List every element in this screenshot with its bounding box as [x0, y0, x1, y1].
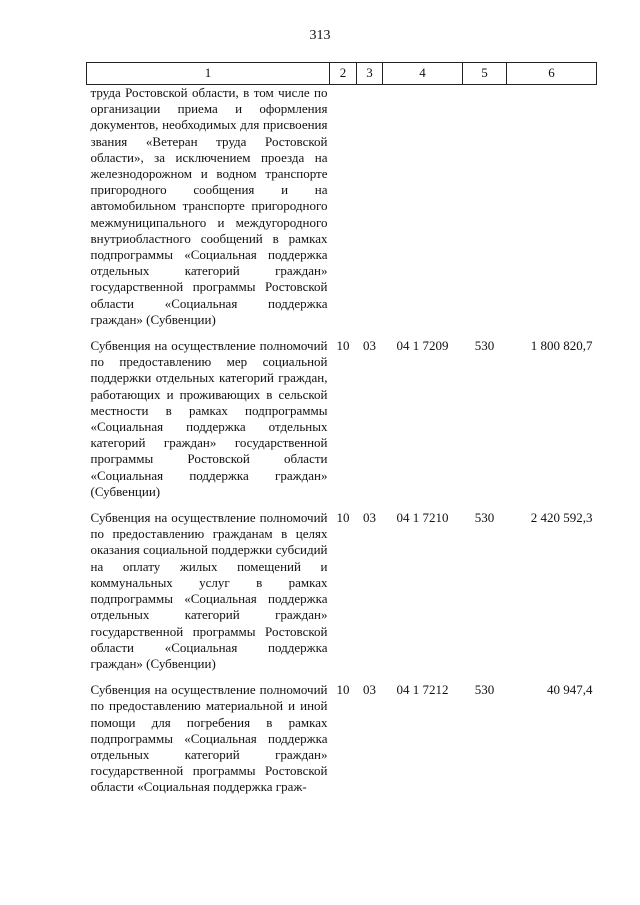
- table-row: [87, 338, 597, 510]
- row-expense-type: [463, 85, 507, 339]
- table-row: [87, 510, 597, 682]
- budget-table: [86, 62, 597, 806]
- row-target-article: 04 1 7209: [396, 338, 449, 354]
- row-description: Субвенция на осуществление полномочий по предоставлению мер социальной поддержки отдельных категорий граждан, работающих и проживающих в сельской местности в рамках подпрограммы «Социальная поддержка отдельных категорий граждан» государственной программы Ростовской области «Социальная поддержка граждан» (Субвенции): [90, 338, 328, 499]
- row-target-article: 04 1 7212: [396, 682, 449, 698]
- row-section: 10: [336, 682, 350, 698]
- row-subsection: 03: [363, 682, 376, 698]
- row-description: Субвенция на осуществление полномочий по предоставлению материальной и иной помощи для погребения в рамках подпрограммы «Социальная поддержка отдельных категорий граждан» государственной программы Ростовской области «Социальная поддержка граж-: [90, 682, 328, 795]
- header-col-5: 5: [463, 63, 507, 85]
- header-col-1: 1: [87, 63, 330, 85]
- row-expense-type: 530: [474, 682, 495, 698]
- row-target-article: 04 1 7210: [396, 510, 449, 526]
- row-amount: 2 420 592,3: [530, 510, 593, 526]
- header-col-2: 2: [330, 63, 357, 85]
- row-subsection: 03: [363, 338, 376, 354]
- row-expense-type: 530: [474, 510, 495, 526]
- row-amount: 1 800 820,7: [530, 338, 593, 354]
- table-header-row: [87, 63, 597, 85]
- table-row: [87, 85, 597, 339]
- header-col-3: 3: [357, 63, 383, 85]
- row-section: 10: [336, 338, 350, 354]
- row-description: Субвенция на осуществление полномочий по предоставлению гражданам в целях оказания социальной поддержки субсидий на оплату жилых помещений и коммунальных услуг в рамках подпрограммы «Социальная поддержка отдельных категорий граждан» государственной программы Ростовской области «Социальная поддержка граждан» (Субвенции): [90, 510, 328, 671]
- table-row: [87, 682, 597, 805]
- row-amount: [507, 85, 597, 339]
- row-section: [330, 85, 357, 339]
- row-expense-type: 530: [474, 338, 495, 354]
- row-subsection: [357, 85, 383, 339]
- row-amount: 40 947,4: [547, 682, 593, 698]
- header-col-6: 6: [507, 63, 597, 85]
- header-col-4: 4: [383, 63, 463, 85]
- row-target-article: [383, 85, 463, 339]
- row-section: 10: [336, 510, 350, 526]
- row-subsection: 03: [363, 510, 376, 526]
- page-number: 313: [309, 28, 331, 43]
- row-description: труда Ростовской области, в том числе по организации приема и оформления документов, необходимых для присвоения звания «Ветеран труда Ростовской области», за исключением проезда на железнодорожном и водном транспорте пригородного сообщения и на автомобильном транспорте пригородного межмуниципального и междугородного внутриобластного сообщений в рамках подпрограммы «Социальная поддержка отдельных категорий граждан» государственной программы Ростовской области «Социальная поддержка граждан» (Субвенции): [90, 85, 328, 327]
